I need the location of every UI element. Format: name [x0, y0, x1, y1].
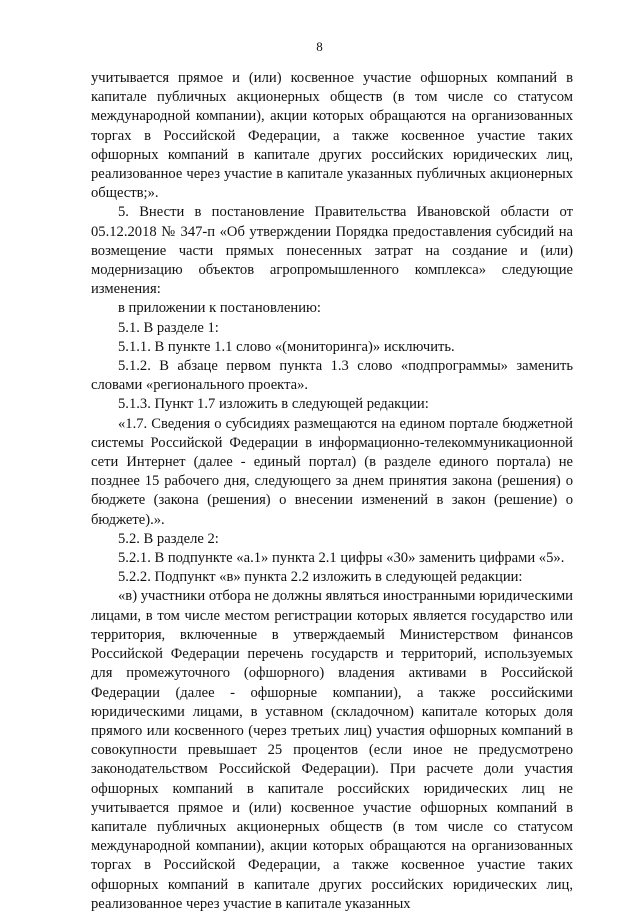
paragraph-annex-intro: в приложении к постановлению: [118, 300, 321, 317]
paragraph-item-5: 5. Внести в постановление Правительства Ивановской области от 05.12.2018 № 347-п «Об утверждении Порядка предоставления субсидий на возмещение части прямых понесенных затрат на создание и (или) модернизацию объектов агропромышленного комплекса» следующие изменения: [91, 204, 573, 298]
paragraph-quote-1-7: «1.7. Сведения о субсидиях размещаются на едином портале бюджетной системы Российской Федерации в информационно-телекоммуникационной сети Интернет (далее - единый портал) (в разделе единого портала) не позднее 15 рабочего дня, следующего за днем принятия закона (решения) о бюджете (закона (решения) о внесении изменений в закон (решение) о бюджете).». [91, 415, 573, 528]
paragraph-item-5-2-2: 5.2.2. Подпункт «в» пункта 2.2 изложить в следующей редакции: [118, 569, 523, 586]
page-number: 8 [316, 39, 323, 54]
paragraph-item-5-1: 5.1. В разделе 1: [118, 319, 219, 336]
document-body [91, 69, 573, 914]
paragraph-item-5-1-2: 5.1.2. В абзаце первом пункта 1.3 слово «подпрограммы» заменить словами «регионального проекта». [91, 358, 573, 394]
paragraph-item-5-2: 5.2. В разделе 2: [118, 530, 219, 547]
paragraph-continuation: учитывается прямое и (или) косвенное участие офшорных компаний в капитале публичных акционерных обществ (в том числе со статусом международной компании), акции которых обращаются на организованных торгах в Российской Федерации, а также косвенное участие таких офшорных компаний в капитале других российских юридических лиц, реализованное через участие в капитале указанных публичных акционерных обществ;». [91, 70, 573, 202]
paragraph-item-5-1-1: 5.1.1. В пункте 1.1 слово «(мониторинга)» исключить. [118, 338, 455, 355]
paragraph-item-5-2-1: 5.2.1. В подпункте «а.1» пункта 2.1 цифры «30» заменить цифрами «5». [118, 550, 565, 567]
paragraph-item-5-1-3: 5.1.3. Пункт 1.7 изложить в следующей редакции: [118, 396, 429, 413]
paragraph-quote-subitem-v: «в) участники отбора не должны являться иностранными юридическими лицами, в том числе местом регистрации которых является государство или территория, включенные в утверждаемый Министерством финансов Российской Федерации перечень государств и территорий, используемых для промежуточного (офшорного) владения активами в Российской Федерации (далее - офшорные компании), а также российскими юридическими лицами, в уставном (складочном) капитале которых доля прямого или косвенного (через третьих лиц) участия офшорных компаний в совокупности превышает 25 процентов (если иное не предусмотрено законодательством Российской Федерации). При расчете доли участия офшорных компаний в капитале российских юридических лиц не учитывается прямое и (или) косвенное участие офшорных компаний в капитале публичных акционерных обществ (в том числе со статусом международной компании), акции которых обращаются на организованных торгах в Российской Федерации, а также косвенное участие таких офшорных компаний в капитале других российских юридических лиц, реализованное через участие в капитале указанных [91, 588, 573, 912]
